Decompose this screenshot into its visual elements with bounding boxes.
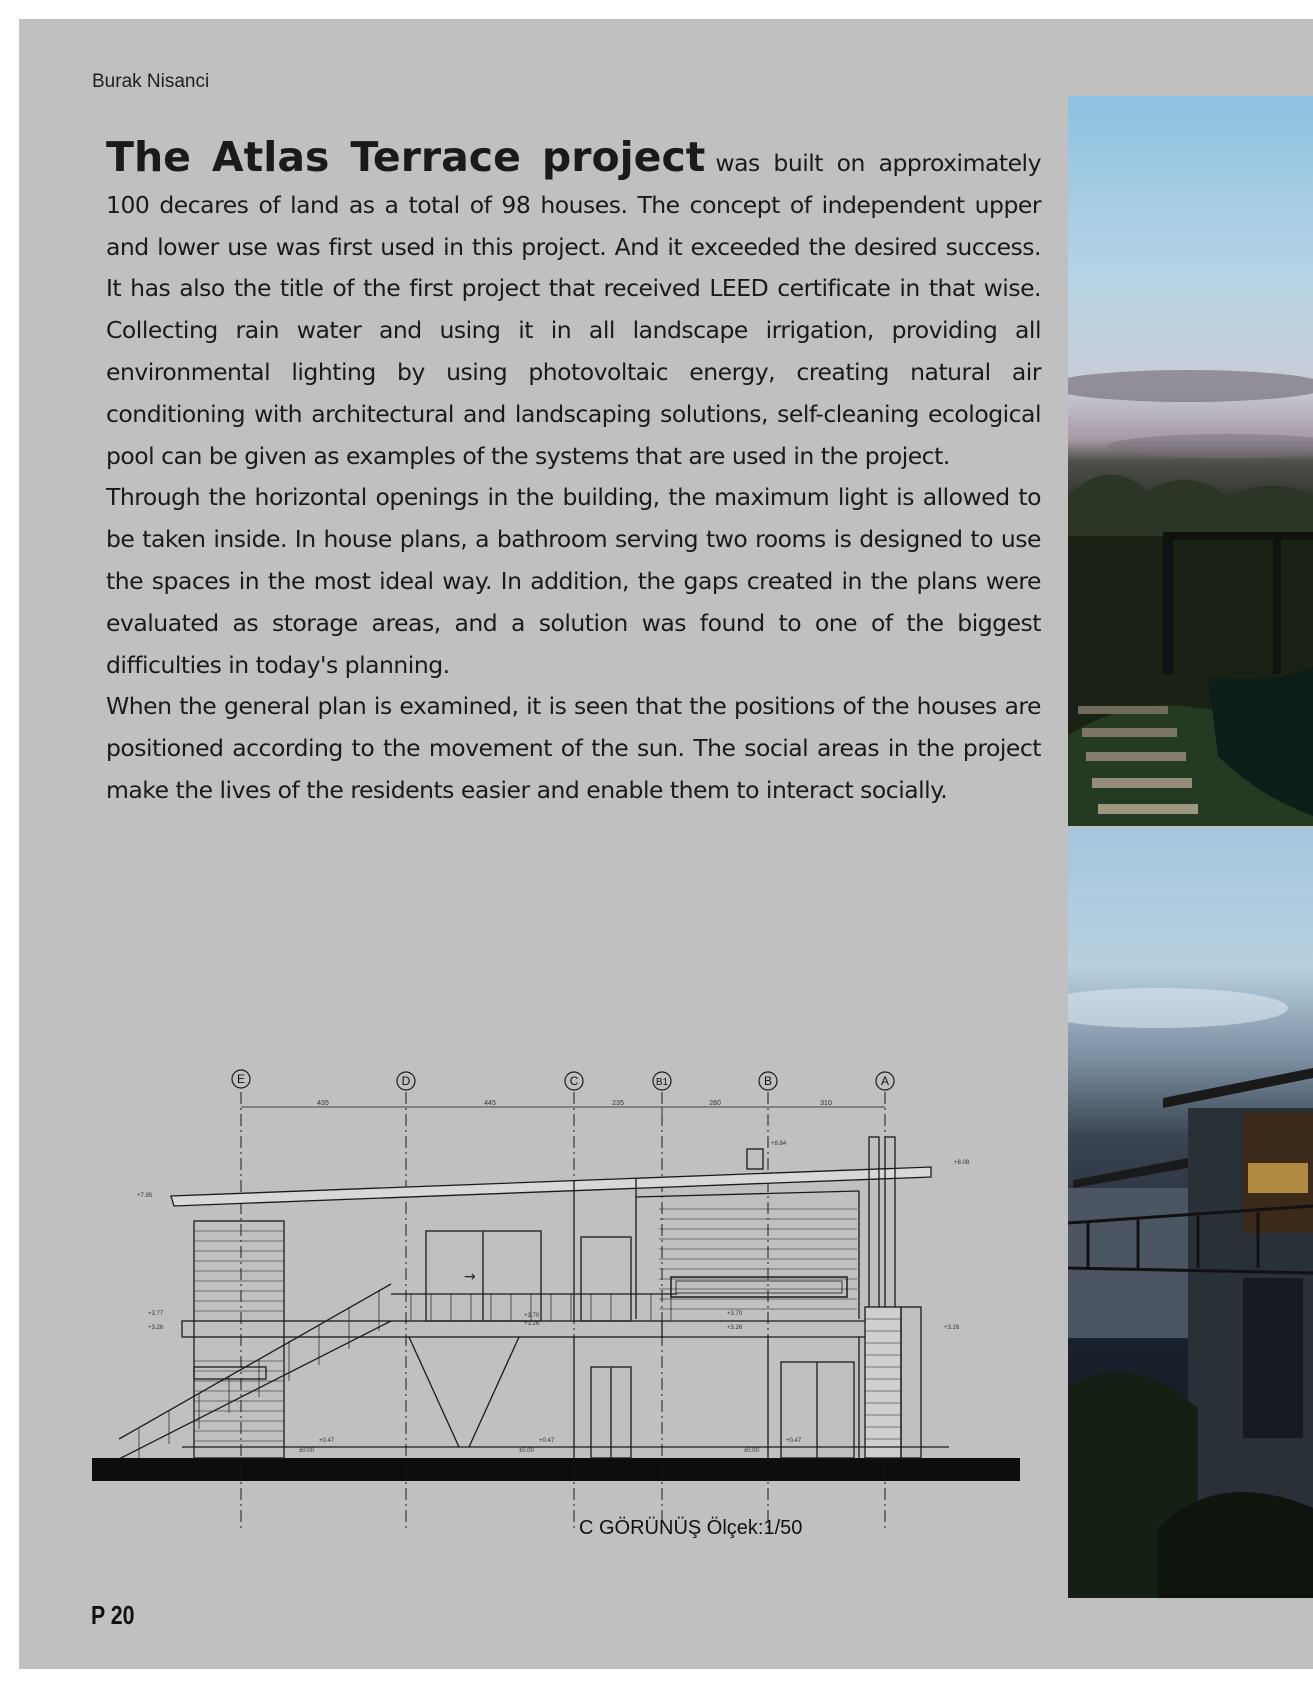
level-0-47-b: +0.47	[539, 1438, 555, 1444]
dimension-435: 435	[317, 1100, 329, 1107]
axis-label-c: C	[569, 1074, 579, 1088]
page	[19, 19, 1313, 1669]
level-3-70-b: +3.70	[727, 1311, 743, 1317]
photo-garden-render	[1068, 96, 1313, 826]
level-8-08: +8.08	[954, 1160, 970, 1166]
page-number: P 20	[91, 1600, 135, 1630]
level-3-26-d: +3.26	[727, 1325, 743, 1331]
dimension-235: 235	[612, 1100, 624, 1107]
level-3-70-a: +3.70	[524, 1313, 540, 1319]
dimension-445: 445	[484, 1100, 496, 1107]
level-0-47-c: +0.47	[786, 1438, 802, 1444]
level-8-84: +8.84	[771, 1141, 787, 1147]
dimension-310: 310	[820, 1100, 832, 1107]
house-scene	[1068, 828, 1313, 1598]
level-3-26-b: +3.26	[524, 1321, 540, 1327]
paragraph-2: Through the horizontal openings in the building, the maximum light is allowed to be taken inside. In house plans, a bathroom serving two rooms is designed to use the spaces in the most ideal way. In addition, the gaps created in the plans were evaluated as storage areas, and a solution was found to one of the biggest difficulties in today's planning.	[106, 483, 1041, 679]
paragraph-1-text: was built on approximately 100 decares of land as a total of 98 houses. The concept of independent upper and lower use was first used in this project. And it exceeded the desired success. It has also the title of the first project that received LEED certificate in that wise. Collecting rain water and using it in all landscape irrigation, providing all environmental lighting by using photovoltaic energy, creating natural air conditioning with architectural and landscaping solutions, self-cleaning ecological pool can be given as examples of the systems that are used in the project.	[106, 149, 1041, 470]
drawing-caption: C GÖRÜNÜŞ Ölçek:1/50	[579, 1517, 803, 1539]
axis-label-a: A	[880, 1074, 890, 1088]
level-3-77: +3.77	[148, 1311, 164, 1317]
article-body	[106, 133, 1041, 812]
paragraph-3: When the general plan is examined, it is seen that the positions of the houses are positioned according to the movement of the sun. The social areas in the project make the lives of the residents easier and enable them to interact socially.	[106, 692, 1041, 804]
level-0-00-a: ±0.00	[299, 1448, 314, 1454]
arrow-right-icon: →	[464, 1269, 476, 1285]
axis-label-b1: B1	[655, 1077, 669, 1088]
paragraph-1	[106, 133, 1041, 477]
axis-label-e: E	[236, 1072, 246, 1086]
garden-scene	[1068, 96, 1313, 826]
level-3-26-c: +3.26	[944, 1325, 960, 1331]
ground-slab	[92, 1458, 1020, 1481]
article-headline: The Atlas Terrace project	[106, 133, 706, 181]
author-name: Burak Nisanci	[92, 71, 210, 92]
axis-label-b: B	[763, 1074, 773, 1088]
level-3-26-a: +3.26	[148, 1325, 164, 1331]
axis-label-d: D	[401, 1074, 411, 1088]
level-0-00-c: ±0.00	[744, 1448, 759, 1454]
photo-house-render	[1068, 828, 1313, 1598]
level-7-95: +7.95	[137, 1193, 153, 1199]
level-0-47-a: +0.47	[319, 1438, 335, 1444]
dimension-280: 280	[709, 1100, 721, 1107]
level-0-00-b: ±0.00	[519, 1448, 534, 1454]
